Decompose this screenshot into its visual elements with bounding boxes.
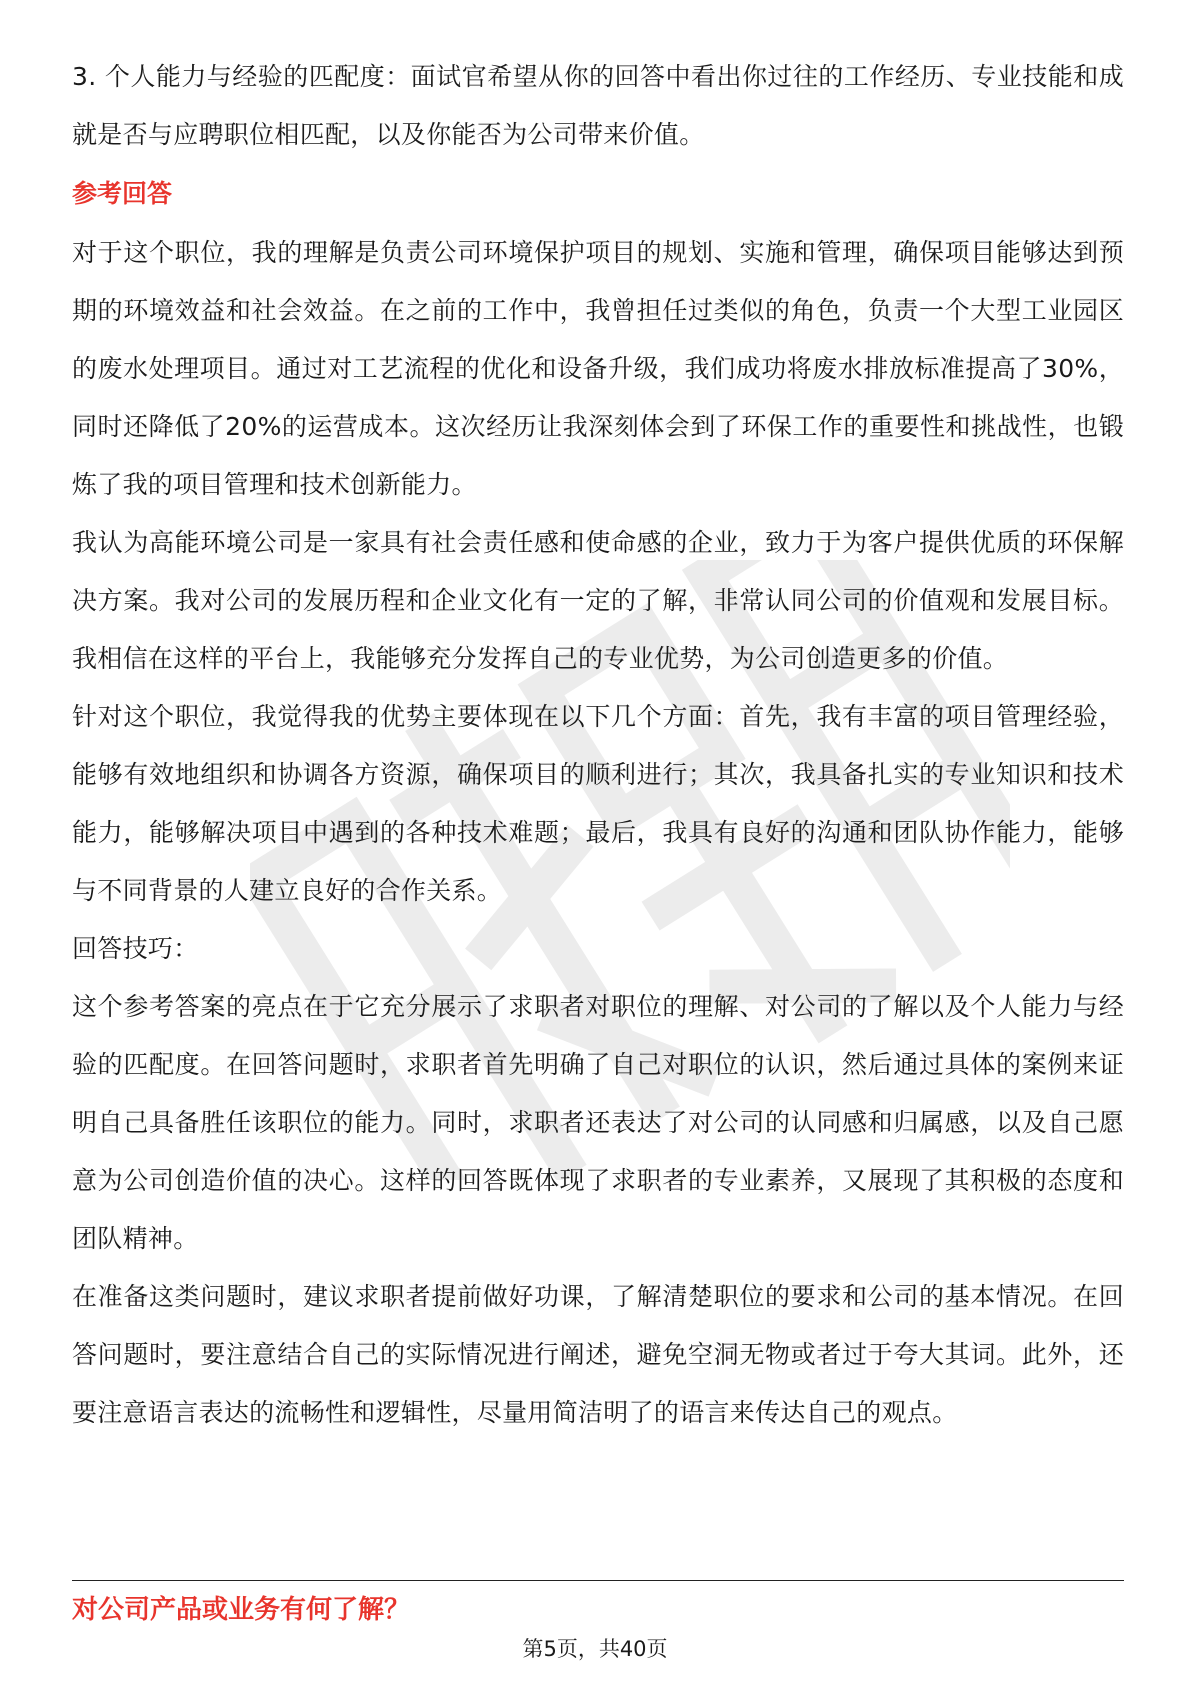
reference-paragraph-2: 我认为高能环境公司是一家具有社会责任感和使命感的企业，致力于为客户提供优质的环保解决方案。我对公司的发展历程和企业文化有一定的了解，非常认同公司的价值观和发展目标。我相信在这样的平台上，我能够充分发挥自己的专业优势，为公司创造更多的价值。: [72, 528, 1124, 673]
reference-paragraph-3: 针对这个职位，我觉得我的优势主要体现在以下几个方面：首先，我有丰富的项目管理经验，能够有效地组织和协调各方资源，确保项目的顺利进行；其次，我具备扎实的专业知识和技术能力，能够解决项目中遇到的各种技术难题；最后，我具有良好的沟通和团队协作能力，能够与不同背景的人建立良好的合作关系。: [72, 702, 1124, 905]
reference-answer-heading: 参考回答: [72, 179, 173, 208]
section-divider: [72, 1580, 1124, 1581]
reference-paragraph-1: 对于这个职位，我的理解是负责公司环境保护项目的规划、实施和管理，确保项目能够达到预期的环境效益和社会效益。在之前的工作中，我曾担任过类似的角色，负责一个大型工业园区的废水处理项目。通过对工艺流程的优化和设备升级，我们成功将废水排放标准提高了30%，同时还降低了20%的运营成本。这次经历让我深刻体会到了环保工作的重要性和挑战性，也锻炼了我的项目管理和技术创新能力。: [72, 238, 1124, 499]
answer-tips-heading: 回答技巧：: [72, 934, 199, 963]
main-content: [72, 48, 1124, 1442]
tips-paragraph-1: 这个参考答案的亮点在于它充分展示了求职者对职位的理解、对公司的了解以及个人能力与经验的匹配度。在回答问题时，求职者首先明确了自己对职位的认识，然后通过具体的案例来证明自己具备胜任该职位的能力。同时，求职者还表达了对公司的认同感和归属感，以及自己愿意为公司创造价值的决心。这样的回答既体现了求职者的专业素养，又展现了其积极的态度和团队精神。: [72, 992, 1124, 1253]
next-question-heading: 对公司产品或业务有何了解？: [72, 1595, 411, 1625]
intro-point-3: 3. 个人能力与经验的匹配度：面试官希望从你的回答中看出你过往的工作经历、专业技能和成就是否与应聘职位相匹配，以及你能否为公司带来价值。: [72, 62, 1124, 149]
page-footer: 第5页，共40页: [522, 1637, 668, 1661]
tips-paragraph-2: 在准备这类问题时，建议求职者提前做好功课，了解清楚职位的要求和公司的基本情况。在回答问题时，要注意结合自己的实际情况进行阐述，避免空洞无物或者过于夸大其词。此外，还要注意语言表达的流畅性和逻辑性，尽量用简洁明了的语言来传达自己的观点。: [72, 1282, 1124, 1427]
